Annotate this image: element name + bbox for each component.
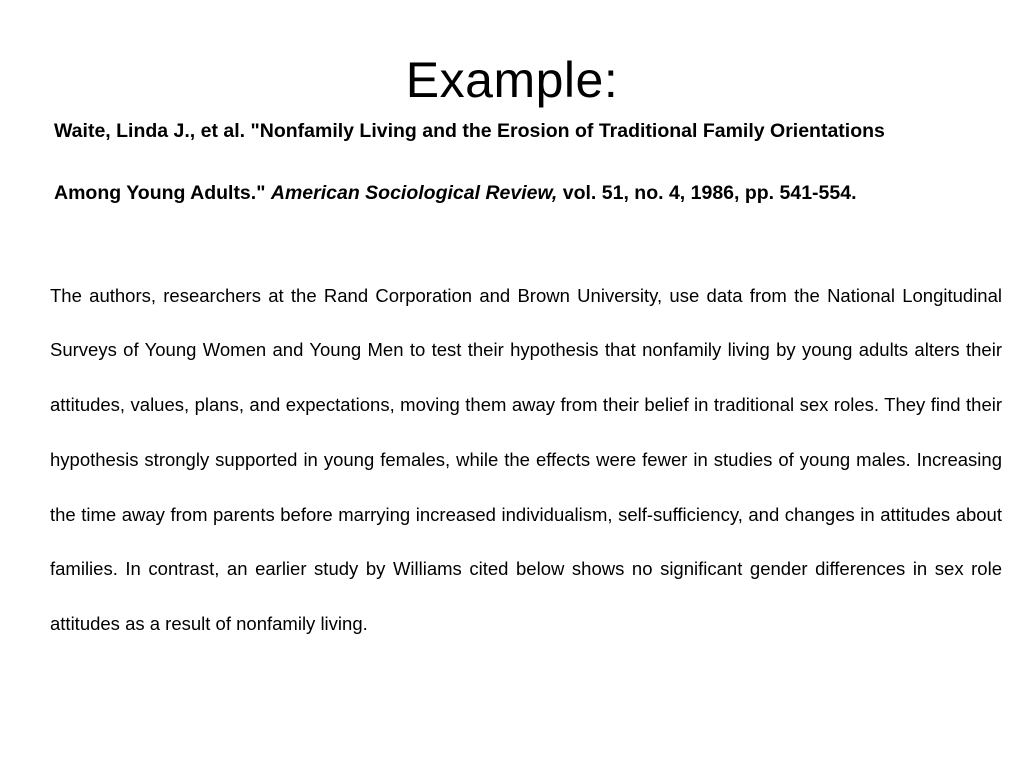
summary-paragraph: The authors, researchers at the Rand Corporation and Brown University, use data from the National Longitudinal Surveys of Young Women and Young Men to test their hypothesis that nonfamily living by young adults alters their attitudes, values, plans, and expectations, moving them away from their belief in traditional sex roles. They find their hypothesis strongly supported in young females, while the effects were fewer in studies of young males. Increasing the time away from parents before marrying increased individualism, self-sufficiency, and changes in attitudes about families. In contrast, an earlier study by Williams cited below shows no significant gender differences in sex role attitudes as a result of nonfamily living. xyxy=(50,284,1002,635)
citation xyxy=(54,100,1004,224)
citation-authors-title-end: Among Young Adults." xyxy=(54,182,271,204)
citation-publication-details: vol. 51, no. 4, 1986, pp. 541-554. xyxy=(557,182,857,204)
citation-journal: American Sociological Review, xyxy=(270,182,558,204)
citation-line-2 xyxy=(54,162,1004,224)
slide-title: Example: xyxy=(405,51,619,108)
citation-line-1: Waite, Linda J., et al. "Nonfamily Living and the Erosion of Traditional Family Orientations xyxy=(54,120,885,142)
